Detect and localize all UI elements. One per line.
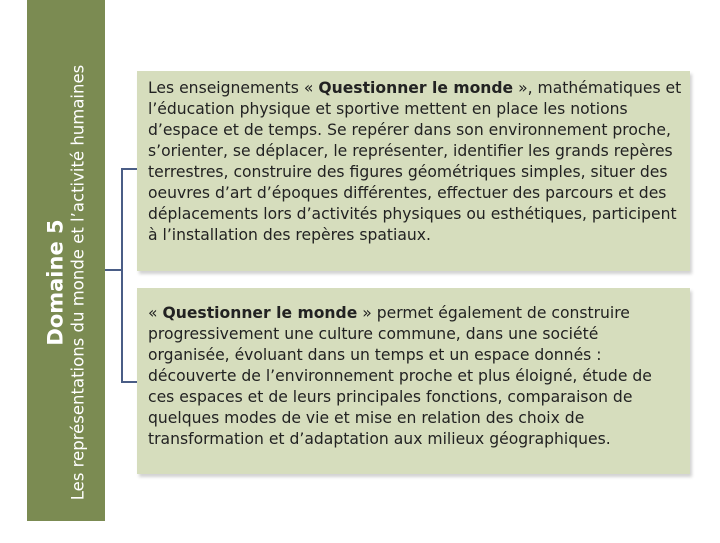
box-1-text-b: », mathématiques et l’éducation physique et sportive mettent en place les notions d’espace et de temps. Se repérer dans son environnement proche, s’orienter, se déplacer, le représenter, identifier les grands repères terrestres, construire des figures géométriques simples, situer des oeuvres d’art d’époques différentes, effectuer des parcours et des déplacements lors d’activités physiques ou esthétiques, participent à l’installation des repères spatiaux.: [148, 79, 682, 244]
domain-title: Domaine 5: [43, 219, 68, 346]
domain-heading: [44, 22, 89, 542]
box-2-text-b: » permet également de construire progressivement une culture commune, dans une société organisée, évoluant dans un temps et un espace donnés : découverte de l’environnement proche et plus éloigné, étude de ces espaces et de leurs principales fonctions, comparaison de quelques modes de vie et mise en relation des choix de transformation et d’adaptation aux milieux géographiques.: [148, 304, 652, 448]
box-2-text-bold: Questionner le monde: [162, 304, 358, 322]
box-1-text-bold: Questionner le monde: [318, 79, 514, 97]
connector-branch-top: [121, 168, 137, 170]
connector-spine: [121, 168, 123, 383]
text-box-1: [137, 71, 690, 271]
text-box-2: [137, 288, 690, 474]
connector-branch-bottom: [121, 381, 137, 383]
box-2-text-a: «: [148, 304, 163, 322]
domain-subtitle: Les représentations du monde et l’activité humaines: [68, 64, 88, 501]
connector-stem: [105, 269, 122, 271]
box-1-text-a: Les enseignements «: [148, 79, 319, 97]
